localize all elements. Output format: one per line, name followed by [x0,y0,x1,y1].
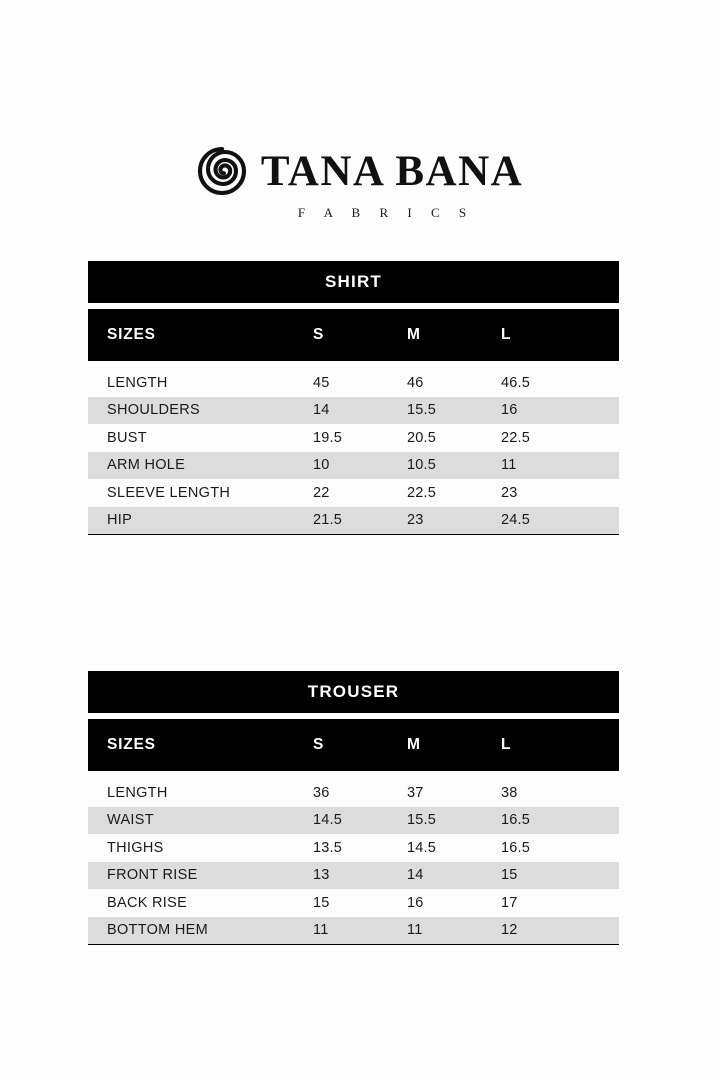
row-label: THIGHS [107,839,164,856]
row-label: BUST [107,429,147,446]
row-label: HIP [107,512,133,529]
row-label: SHOULDERS [107,402,200,419]
shirt-header-size-m: M [407,326,421,343]
trouser-header-sizes-label: SIZES [107,736,156,753]
row-value-m: 14.5 [407,839,437,856]
row-value-m: 23 [407,512,424,529]
row-value-m: 15.5 [407,402,437,419]
row-value-l: 15 [501,867,518,884]
row-label: ARM HOLE [107,457,186,474]
row-label: LENGTH [107,784,168,801]
row-label: WAIST [107,812,154,829]
table-row [88,834,619,862]
table-row [88,452,619,480]
table-row [88,479,619,507]
table-row [88,397,619,425]
row-value-m: 22.5 [407,484,437,501]
shirt-table-header [88,309,619,361]
table-row [88,424,619,452]
row-label: LENGTH [107,374,168,391]
table-row [88,917,619,945]
row-label: FRONT RISE [107,867,198,884]
row-value-l: 46.5 [501,374,531,391]
trouser-table-rows [88,779,619,945]
shirt-table-rows [88,369,619,535]
row-value-m: 14 [407,867,424,884]
table-row [88,889,619,917]
row-value-s: 21.5 [313,512,343,529]
brand-name: TANA BANA [260,147,524,195]
row-value-l: 22.5 [501,429,531,446]
row-value-s: 19.5 [313,429,343,446]
spiral-icon [197,146,247,196]
row-value-l: 16.5 [501,839,531,856]
row-value-l: 16.5 [501,812,531,829]
row-value-m: 16 [407,894,424,911]
row-value-s: 13 [313,867,330,884]
row-label: BOTTOM HEM [107,922,209,939]
row-value-m: 46 [407,374,424,391]
trouser-header-size-s: S [313,736,325,753]
row-value-m: 15.5 [407,812,437,829]
row-value-l: 11 [501,457,517,474]
row-value-m: 37 [407,784,424,801]
row-value-l: 16 [501,402,518,419]
row-value-m: 20.5 [407,429,437,446]
table-row [88,507,619,535]
shirt-header-sizes-label: SIZES [107,326,156,343]
trouser-table-header [88,719,619,771]
trouser-size-table [88,671,619,945]
table-row [88,807,619,835]
row-value-l: 23 [501,484,518,501]
shirt-table-title: SHIRT [88,261,619,303]
shirt-header-size-s: S [313,326,325,343]
brand-subtitle: F A B R I C S [297,205,475,220]
row-value-s: 13.5 [313,839,343,856]
table-row [88,779,619,807]
row-label: BACK RISE [107,894,188,911]
row-value-s: 10 [313,457,330,474]
row-value-s: 15 [313,894,330,911]
shirt-header-size-l: L [501,326,512,343]
brand-row [197,146,523,196]
row-value-s: 11 [313,922,329,939]
brand-header [0,146,720,221]
trouser-header-size-m: M [407,736,421,753]
trouser-header-size-l: L [501,736,512,753]
table-row [88,369,619,397]
row-value-m: 10.5 [407,457,437,474]
row-value-m: 11 [407,922,423,939]
row-value-s: 14 [313,402,330,419]
row-label: SLEEVE LENGTH [107,484,231,501]
trouser-table-title: TROUSER [88,671,619,713]
row-value-l: 38 [501,784,518,801]
row-value-s: 22 [313,484,330,501]
table-row [88,862,619,890]
shirt-size-table [88,261,619,535]
row-value-s: 14.5 [313,812,343,829]
row-value-s: 45 [313,374,330,391]
row-value-s: 36 [313,784,330,801]
row-value-l: 12 [501,922,518,939]
row-value-l: 17 [501,894,518,911]
row-value-l: 24.5 [501,512,531,529]
